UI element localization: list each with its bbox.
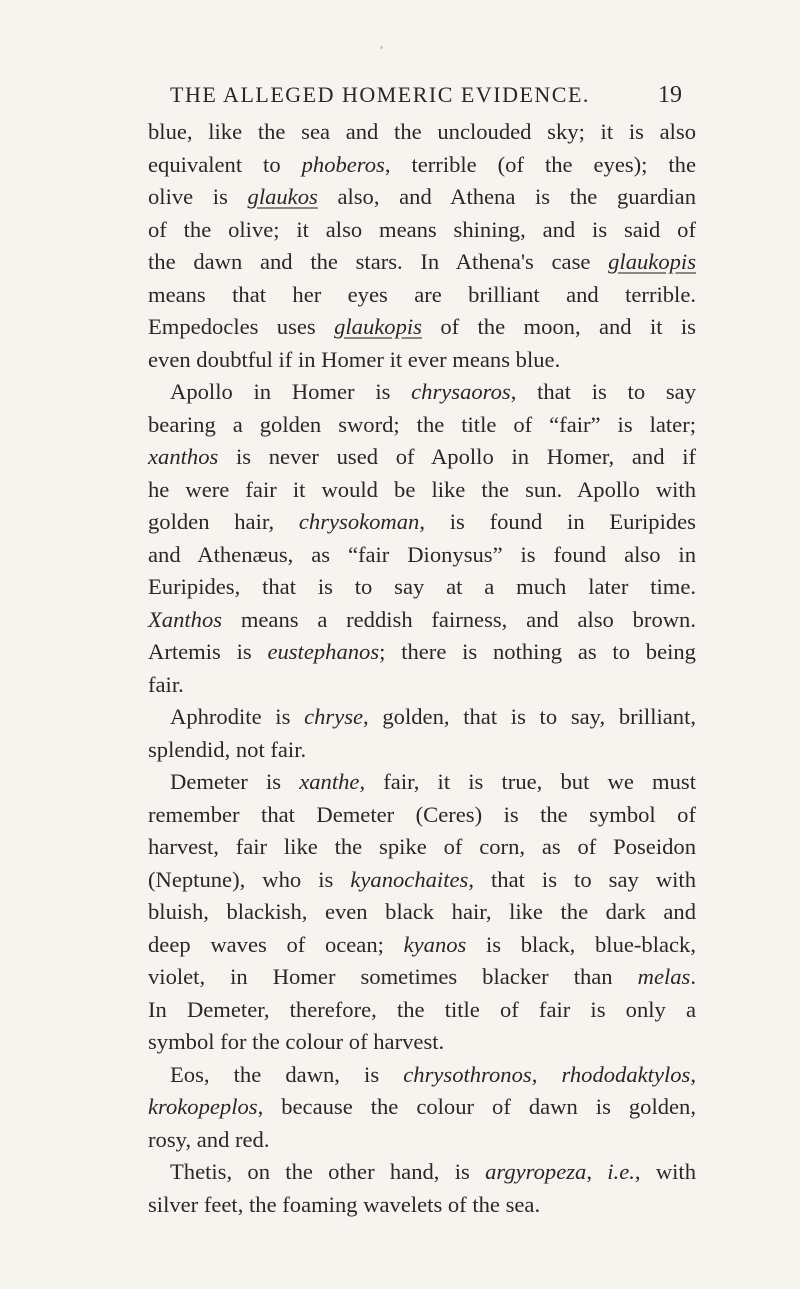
italic-term: Xanthos <box>148 606 223 632</box>
italic-term: chrysothronos <box>403 1061 532 1087</box>
text-line: remember that Demeter (Ceres) is the symbol of <box>148 801 696 827</box>
italic-term: glaukos <box>247 184 318 209</box>
italic-term: chryse <box>304 704 364 729</box>
page-number: 19 <box>658 82 682 108</box>
text-line: harvest, fair like the spike of corn, as of Poseidon <box>148 834 696 859</box>
text-line: he were fair it would be like the sun. Apollo with <box>148 476 696 502</box>
italic-term: xanthe <box>299 769 360 794</box>
text-line: golden hair, chrysokoman, is found in Euripides <box>148 509 696 534</box>
text-line: In Demeter, therefore, the title of fair is only a <box>148 996 696 1022</box>
text-line: means that her eyes are brilliant and terrible. <box>148 281 696 307</box>
italic-term: krokopeplos <box>148 1094 258 1119</box>
italic-term: phoberos <box>301 151 385 177</box>
text-line: Thetis, on the other hand, is argyropeza, i.e., with <box>170 1159 696 1184</box>
text-line: Demeter is xanthe, fair, it is true, but we must <box>170 769 696 794</box>
text-line: Empedocles uses glaukopis of the moon, and it is <box>148 314 696 339</box>
text-line: splendid, not fair. <box>148 736 307 762</box>
italic-term: argyropeza <box>485 1159 587 1184</box>
text-line: (Neptune), who is kyanochaites, that is to say with <box>148 866 696 892</box>
text-line: Xanthos means a reddish fairness, and also brown. <box>148 606 696 632</box>
italic-term: rhododaktylos <box>561 1061 691 1087</box>
text-line: equivalent to phoberos, terrible (of the eyes); the <box>148 151 696 177</box>
italic-term: kyanochaites <box>350 866 469 892</box>
italic-term: melas <box>637 964 691 989</box>
running-head: THE ALLEGED HOMERIC EVIDENCE. <box>170 82 590 107</box>
text-line: olive is glaukos also, and Athena is the guardian <box>148 184 696 209</box>
italic-term: glaukopis <box>608 249 696 274</box>
text-line: xanthos is never used of Apollo in Homer, and if <box>148 444 696 469</box>
text-line: Apollo in Homer is chrysaoros, that is to say <box>170 379 696 404</box>
text-line: silver feet, the foaming wavelets of the sea. <box>148 1191 541 1217</box>
text-line: Euripides, that is to say at a much later time. <box>148 574 696 599</box>
text-line: Artemis is eustephanos; there is nothing as to being <box>148 639 696 664</box>
text-line: blue, like the sea and the unclouded sky; it is also <box>148 119 696 144</box>
text-line: Eos, the dawn, is chrysothronos, rhododaktylos, <box>170 1061 696 1087</box>
text-line: even doubtful if in Homer it ever means blue. <box>148 346 561 372</box>
text-line: Aphrodite is chryse, golden, that is to say, brilliant, <box>170 704 696 729</box>
print-speck <box>380 46 383 49</box>
italic-term: chrysaoros <box>411 379 511 404</box>
italic-term: i.e. <box>607 1159 635 1184</box>
text-line: violet, in Homer sometimes blacker than melas. <box>148 964 696 989</box>
text-line: of the olive; it also means shining, and is said of <box>148 216 696 242</box>
body-text <box>148 116 696 1221</box>
italic-term: kyanos <box>403 931 467 957</box>
text-line: bearing a golden sword; the title of “fair” is later; <box>148 411 696 437</box>
page-header <box>148 80 682 110</box>
text-line: rosy, and red. <box>148 1126 270 1152</box>
italic-term: xanthos <box>148 444 219 469</box>
text-line: fair. <box>148 671 184 697</box>
italic-term: eustephanos <box>267 639 380 664</box>
text-line: deep waves of ocean; kyanos is black, blue-black, <box>148 931 697 957</box>
text-line: krokopeplos, because the colour of dawn is golden, <box>148 1094 696 1119</box>
text-line: bluish, blackish, even black hair, like the dark and <box>148 899 696 924</box>
italic-term: glaukopis <box>334 314 422 339</box>
italic-term: chrysokoman <box>298 509 420 534</box>
text-line: symbol for the colour of harvest. <box>148 1029 445 1054</box>
text-line: the dawn and the stars. In Athena's case glaukopis <box>148 249 696 274</box>
text-line: and Athenæus, as “fair Dionysus” is found also in <box>148 541 696 567</box>
